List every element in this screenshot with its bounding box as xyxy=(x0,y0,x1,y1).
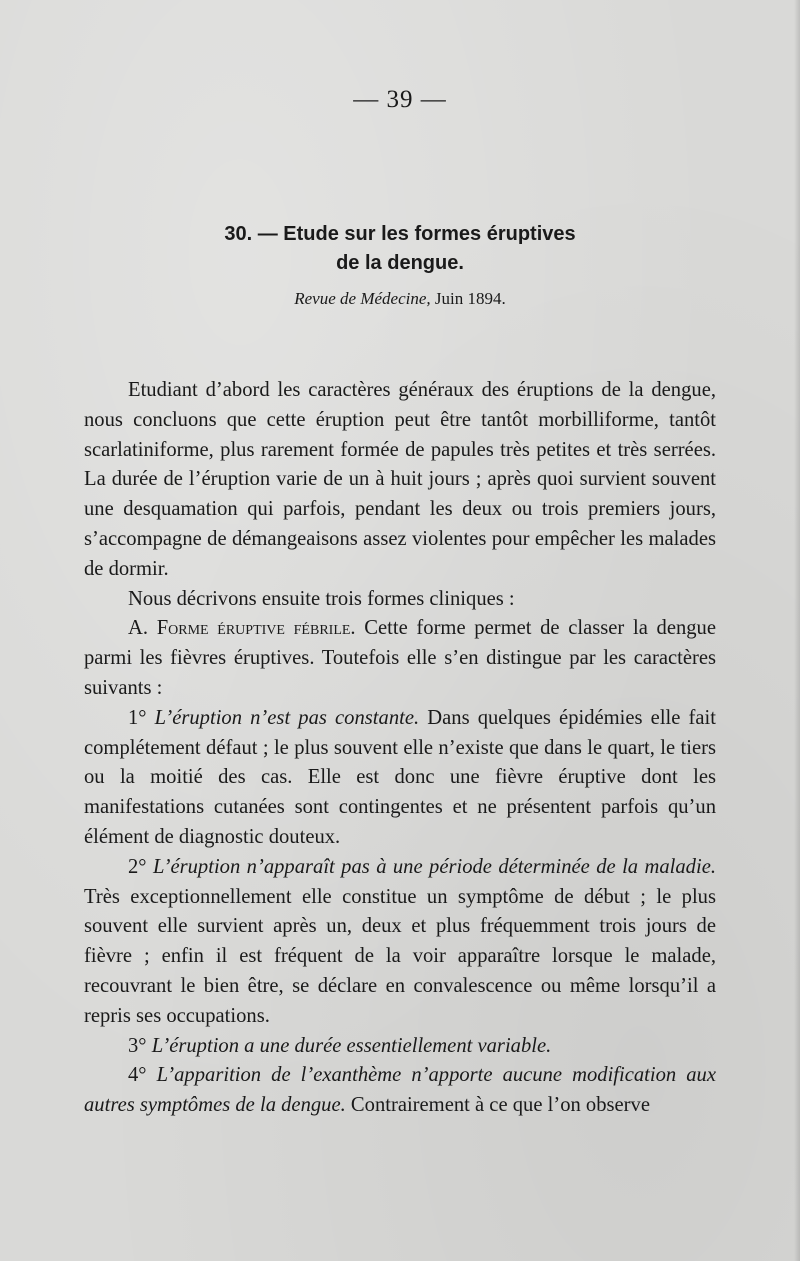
source-date: Juin 1894. xyxy=(430,289,506,308)
point-2-heading: L’éruption n’apparaît pas à une période déterminée de la maladie. xyxy=(152,855,716,878)
point-1-number: 1° xyxy=(128,706,155,729)
point-3-heading: L’éruption a une durée essentiellement variable. xyxy=(151,1034,552,1057)
paragraph-point-4 xyxy=(84,1061,716,1121)
form-a-label: A. Forme éruptive fébrile. xyxy=(128,617,356,640)
paragraph-point-3 xyxy=(84,1032,716,1062)
form-a-text: Cette forme permet de classer la dengue parmi les fièvres éruptives. Toutefois elle s’en distingue par les caractères suivants : xyxy=(84,617,716,699)
article-title-line-2: de la dengue. xyxy=(336,252,464,274)
source-journal: Revue de Médecine, xyxy=(294,289,431,308)
article-title xyxy=(150,220,650,278)
paragraph-intro: Etudiant d’abord les caractères généraux des éruptions de la dengue, nous concluons que cette éruption peut être tantôt morbilliforme, tantôt scarlatiniforme, plus rarement formée de papules très petites et très serrées. La durée de l’éruption varie de un à huit jours ; après quoi survient souvent une desquamation qui parfois, pendant les deux ou trois premiers jours, s’accompagne de démangeaisons assez violentes pour empêcher les malades de dormir. xyxy=(84,379,716,580)
article-body xyxy=(84,376,716,1121)
point-1-text: Dans quelques épidémies elle fait complétement défaut ; le plus souvent elle n’existe que dans le quart, le tiers ou la moitié des cas. Elle est donc une fièvre éruptive dont les manifestations cutanées sont contingentes et ne présentent parfois qu’un élément de diagnostic douteux. xyxy=(84,706,716,848)
page-number: — 39 — xyxy=(353,86,447,113)
article-title-line-1: 30. — Etude sur les formes éruptives xyxy=(224,223,576,245)
page-edge-shadow xyxy=(794,0,800,1261)
paragraph-point-2 xyxy=(84,853,716,1032)
point-1-heading: L’éruption n’est pas constante. xyxy=(154,706,420,729)
point-4-heading: L’apparition de l’exanthème n’apporte aucune modification aux autres symptômes de la dengue. xyxy=(84,1064,716,1117)
article-source xyxy=(0,289,800,309)
point-4-number: 4° xyxy=(128,1064,157,1087)
paragraph-forms: Nous décrivons ensuite trois formes cliniques : xyxy=(128,587,515,610)
paragraph-form-a xyxy=(84,614,716,703)
point-3-number: 3° xyxy=(128,1034,152,1057)
paragraph-point-1 xyxy=(84,704,716,853)
point-4-text: Contrairement à ce que l’on observe xyxy=(345,1094,650,1117)
point-2-number: 2° xyxy=(128,855,153,878)
point-2-text: Très exceptionnellement elle constitue un symptôme de début ; le plus souvent elle survient après un, deux et plus fréquemment trois jours de fièvre ; enfin il est fréquent de la voir apparaître lorsque le malade, recouvrant le bien être, se déclare en convalescence ou même lorsqu’il a repris ses occupations. xyxy=(84,885,716,1027)
